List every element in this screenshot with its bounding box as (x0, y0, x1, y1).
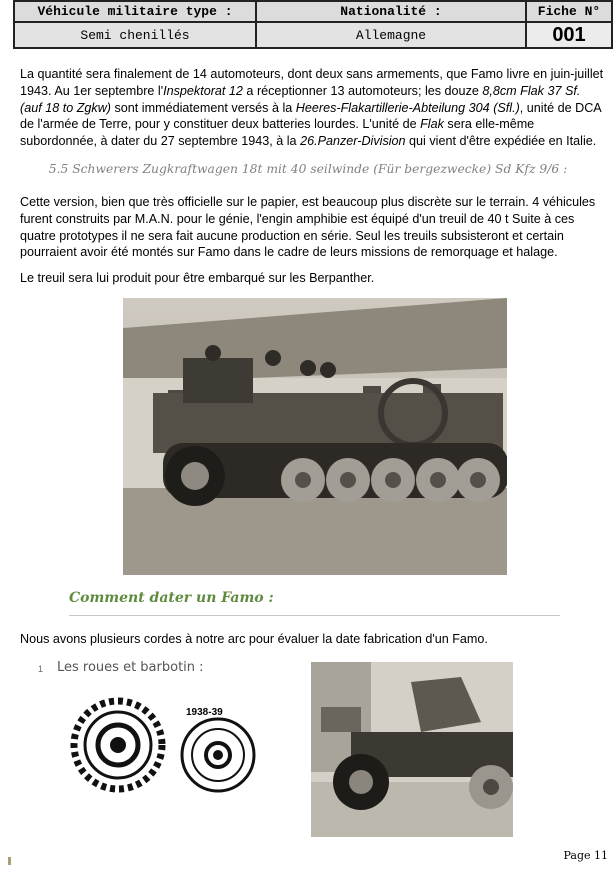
header-table (13, 0, 613, 49)
vehicle-type-label: Véhicule militaire type : (14, 1, 256, 22)
vehicle-type-value: Semi chenillés (14, 22, 256, 48)
nationality-value: Allemagne (256, 22, 526, 48)
wheel-diagram (68, 690, 268, 800)
nationality-label: Nationalité : (256, 1, 526, 22)
paragraph-famo-delivery: La quantité sera finalement de 14 automoteurs, dont deux sans armements, que Famo livre en juin-juillet 1943. Au 1er septembre l'Inspektorat 12 a réceptionner 13 automoteurs; les douze 8,8cm Flak 37 Sf. (auf 18 to Zgkw) sont immédiatement versés à la Heeres-Flakartillerie-Abteilung 304 (Sfl.), unité de DCA de l'armée de Terre, pour y constituer deux batteries lourdes. L'unité de Flak sera elle-même subordonnée, à dater du 27 septembre 1943, à la 26.Panzer-Division qui vient d'être expédiée en Italie. (20, 67, 604, 149)
heading-rule (69, 615, 560, 616)
subheading-sdkfz-9-6: 5.5 Schwerers Zugkraftwagen 18t mit 40 seilwinde (Für bergezwecke) Sd Kfz 9/6 : (48, 162, 568, 176)
footer-marker (8, 857, 11, 865)
section-heading-dating: Comment dater un Famo : (69, 590, 274, 606)
page-number: Page 11 (563, 849, 608, 862)
sheet-number-label: Fiche N° (526, 1, 612, 22)
famo-front-photo (311, 662, 513, 837)
paragraph-man-prototypes: Cette version, bien que très officielle sur le papier, est beaucoup plus discrète sur le terrain. 4 véhicules furent construits par M.A.N. pour le génie, l'engin amphibie est équipé d'un treuil de 40 t Suite à ces quatre prototypes il ne sera fait aucune production en série. Seul les treuils subsisteront et certain pourraient avoir été montés sur Famo dans le cadre de leurs missions de remorquage et halage. (20, 195, 596, 260)
sheet-number-value: 001 (526, 22, 612, 48)
paragraph-dating-intro: Nous avons plusieurs cordes à notre arc pour évaluer la date fabrication d'un Famo. (20, 632, 488, 646)
halftrack-photo (123, 298, 507, 575)
list-item-wheels: Les roues et barbotin : (57, 660, 204, 675)
paragraph-berpanther-winch: Le treuil sera lui produit pour être embarqué sur les Berpanther. (20, 271, 375, 285)
diagram-year-label: 1938-39 (186, 707, 223, 718)
list-number: 1 (38, 664, 44, 674)
